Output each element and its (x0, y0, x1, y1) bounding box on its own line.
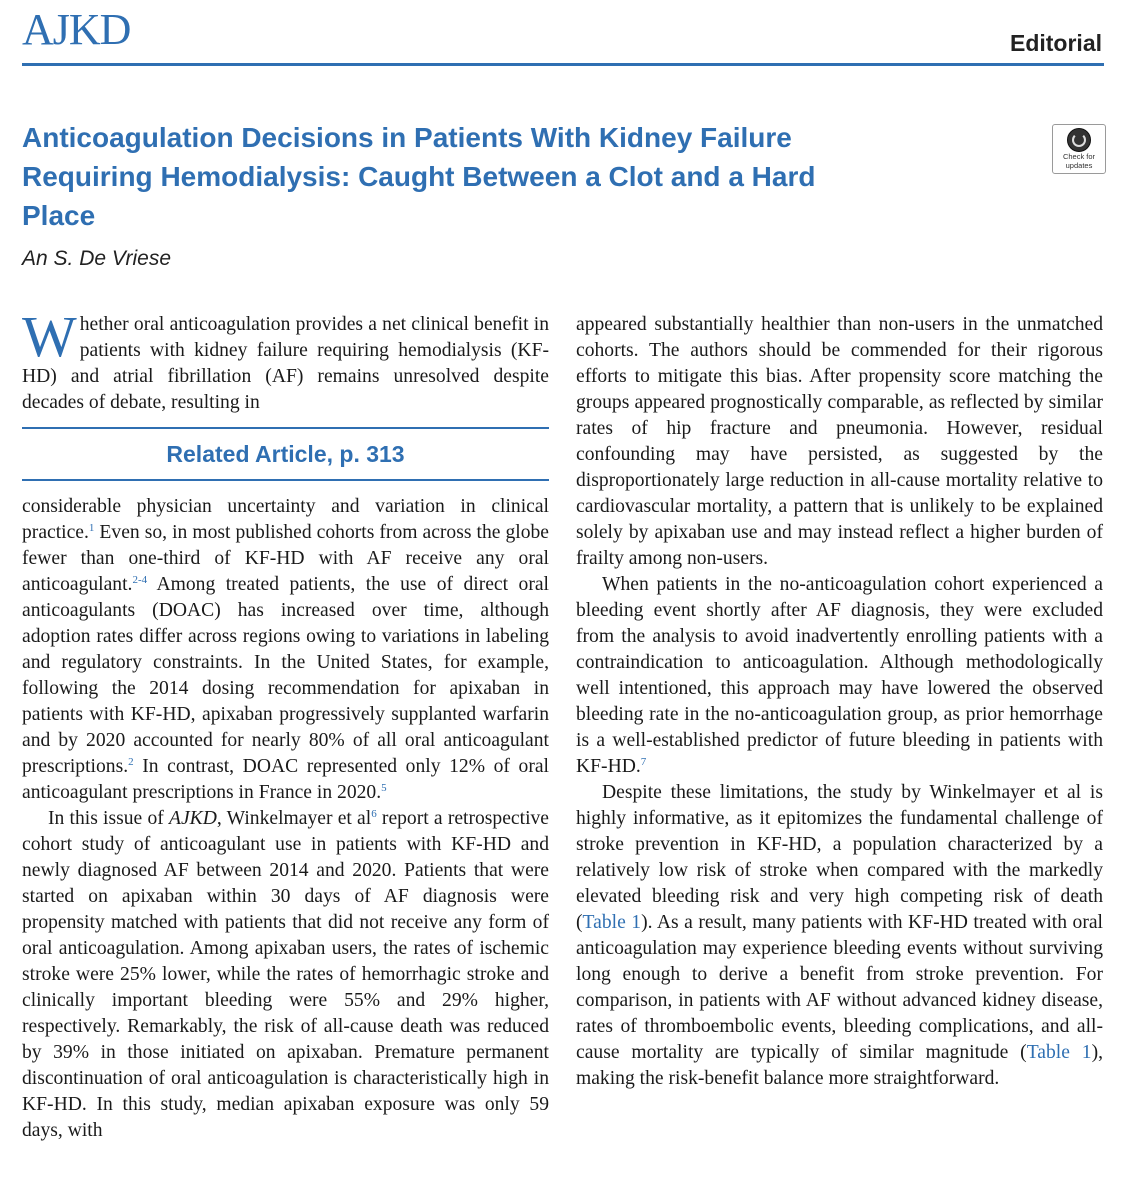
text-run: When patients in the no-anticoagulation cohort experienced a bleeding event shortly after AF diagnosis, they were excluded from the analysis to avoid inadvertently enrolling patients with a contraindication to anticoagulation. Although methodologically well intentioned, this approach may have lowered the observed bleeding rate in the no-anticoagulation group, as prior hemorrhage is a well-established predictor of future bleeding in patients with KF-HD. (576, 574, 1103, 777)
intro-paragraph (22, 304, 549, 416)
text-run: , Winkelmayer et al (216, 808, 372, 829)
reference-link[interactable]: 1 (88, 522, 95, 534)
text-run: In contrast, DOAC represented only 12% of oral anticoagulant prescriptions in France in 2020. (22, 756, 549, 803)
article-title: Anticoagulation Decisions in Patients With Kidney Failure Requiring Hemodialysis: Caught Between a Clot and a Hard Place (22, 122, 816, 231)
journal-name: AJKD (169, 808, 217, 829)
paragraph: appeared substantially healthier than non-users in the unmatched cohorts. The authors should be commended for their rigorous efforts to mitigate this bias. After propensity score matching the groups appeared prognostically comparable, as reflected by similar rates of hip fracture and pneumonia. However, residual confounding may have persisted, as suggested by the disproportionately large reduction in all-cause mortality relative to cardiovascular mortality, a pattern that is unlikely to be explained solely by apixaban use and may instead reflect a higher burden of frailty among non-users. (576, 314, 1103, 569)
paragraph (576, 780, 1103, 1092)
check-for-updates-badge[interactable] (1052, 124, 1106, 174)
text-run: considerable physician uncertainty and variation in clinical practice. (22, 496, 549, 543)
reference-link[interactable]: 6 (371, 808, 377, 820)
paragraph (576, 572, 1103, 780)
author-name: An S. De Vriese (22, 247, 172, 270)
text-run: In this issue of (48, 808, 169, 829)
text-run: Even so, in most published cohorts from across the globe fewer than one-third of KF-HD with AF receive any oral anticoagulant. (22, 522, 549, 595)
text-run: ). As a result, many patients with KF-HD treated with oral anticoagulation may experience bleeding events without surviving long enough to derive a benefit from stroke prevention. For comparison, in patients with AF without advanced kidney disease, rates of thromboembolic events, bleeding complications, and all-cause mortality are typically of similar magnitude ( (576, 912, 1103, 1063)
column-2-body (576, 312, 1103, 1092)
journal-logo: AJKD (22, 5, 131, 54)
column-1-body (22, 494, 549, 1144)
table-1-link[interactable]: Table 1 (582, 912, 642, 933)
text-run: report a retrospective cohort study of anticoagulant use in patients with KF-HD and newly diagnosed AF between 2014 and 2020. Patients that were started on apixaban within 30 days of AF diagnosis were propensity matched with patients that did not receive any form of oral anticoagulation. Among apixaban users, the rates of ischemic stroke were 25% lower, while the rates of hemorrhagic stroke and clinically important bleeding were 55% and 29% higher, respectively. Remarkably, the risk of all-cause death was reduced by 39% in those initiated on apixaban. Premature permanent discontinuation of oral anticoagulation is characteristically high in KF-HD. In this study, median apixaban exposure was only 59 days, with (22, 808, 550, 1141)
header-rule (22, 63, 1104, 66)
text-run: ), making the risk-benefit balance more straightforward. (576, 1042, 1103, 1089)
text-run: Among treated patients, the use of direct oral anticoagulants (DOAC) has increased over time, although adoption rates differ across regions owing to variations in labeling and regulatory constraints. In the United States, for example, following the 2014 dosing recommendation for apixaban in patients with KF-HD, apixaban progressively supplanted warfarin and by 2020 accounted for nearly 80% of all oral anticoagulant prescriptions. (22, 574, 549, 777)
text-run: Despite these limitations, the study by Winkelmayer et al is highly informative, as it epitomizes the fundamental challenge of stroke prevention in KF-HD, a population characterized by a relatively low risk of stroke when compared with the markedly elevated bleeding risk and very high competing risk of death ( (576, 782, 1103, 933)
table-1-link[interactable]: Table 1 (1026, 1042, 1092, 1063)
badge-text (1053, 152, 1105, 170)
badge-line-2: updates (1065, 161, 1093, 170)
check-for-updates-icon (1067, 128, 1091, 152)
paragraph (22, 806, 549, 1144)
paragraph (22, 494, 549, 806)
related-article-link[interactable]: Related Article, p. 313 (22, 427, 549, 481)
section-label: Editorial (1009, 30, 1102, 56)
reference-link[interactable]: 7 (640, 756, 647, 768)
badge-line-1: Check for (1062, 152, 1096, 161)
intro-text: hether oral anticoagulation provides a net clinical benefit in patients with kidney failure requiring hemodialysis (KF-HD) and atrial fibrillation (AF) remains unresolved despite decades of debate, resulting in (22, 314, 549, 413)
drop-cap: W (22, 304, 77, 369)
reference-link[interactable]: 5 (381, 782, 387, 794)
reference-link[interactable]: 2-4 (132, 574, 148, 586)
reference-link[interactable]: 2 (128, 756, 134, 768)
